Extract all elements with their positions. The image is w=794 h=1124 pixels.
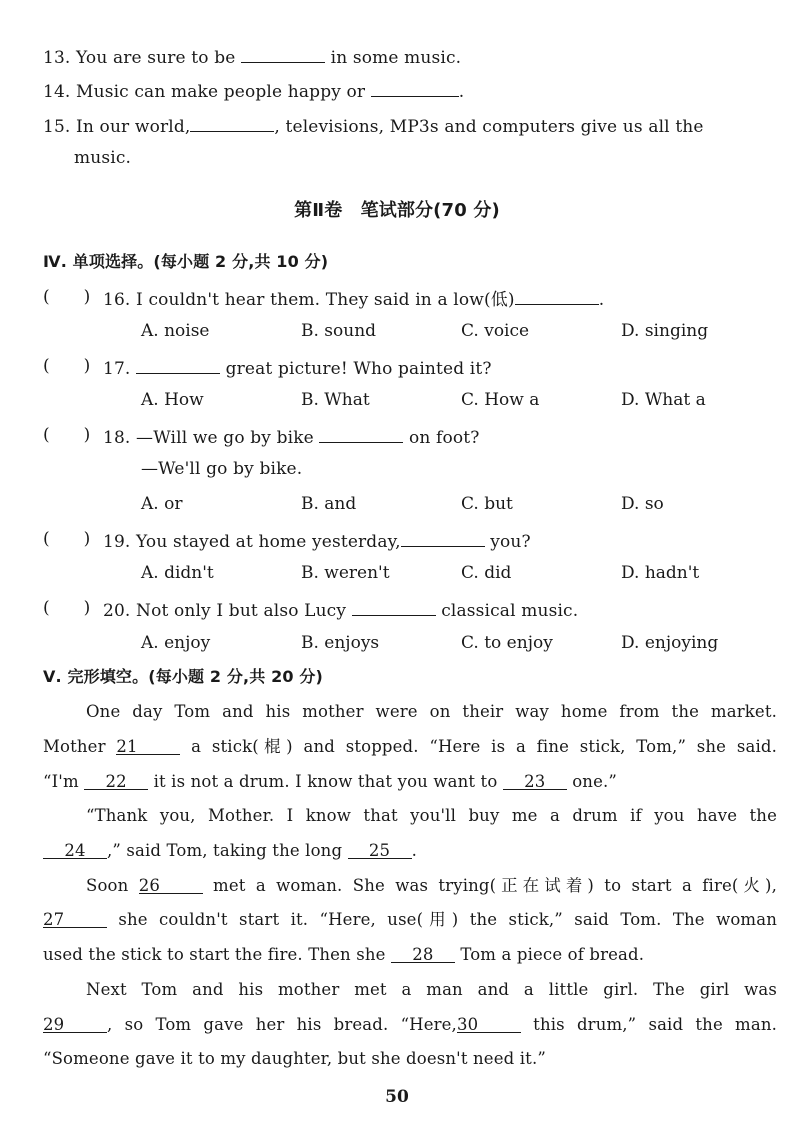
question-15: 15. In our world, , televisions, MP3s and computers give us all the <box>43 113 704 138</box>
cloze-blank-25[interactable]: 25 <box>348 840 412 859</box>
answer-paren[interactable]: ( ) <box>43 287 91 307</box>
question-17: 17. great picture! Who painted it? <box>103 355 492 380</box>
cloze-blank-30[interactable]: 30 <box>457 1014 521 1033</box>
answer-blank <box>319 424 403 443</box>
question-16: 16. I couldn't hear them. They said in a low(低) . <box>103 286 604 311</box>
part5-heading: Ⅴ. 完形填空。(每小题 2 分,共 20 分) <box>43 667 324 686</box>
option-a[interactable]: A. didn't <box>141 563 214 583</box>
option-b[interactable]: B. sound <box>301 321 377 341</box>
passage-line: 29 , so Tom gave her his bread. “Here,30 this drum,” said the man. <box>43 1015 778 1034</box>
passage-line: 27 she couldn't start it. “Here, use(用) the stick,” said Tom. The woman <box>43 910 777 929</box>
option-b[interactable]: B. weren't <box>301 563 390 583</box>
section-title: 第Ⅱ卷 笔试部分(70 分) <box>294 200 500 221</box>
cloze-blank-28[interactable]: 28 <box>391 944 455 963</box>
part4-heading: Ⅳ. 单项选择。(每小题 2 分,共 10 分) <box>43 252 329 271</box>
answer-paren[interactable]: ( ) <box>43 356 91 376</box>
cloze-blank-26[interactable]: 26 <box>139 875 203 894</box>
answer-blank[interactable] <box>371 78 459 97</box>
passage-line: 24 ,” said Tom, taking the long 25 . <box>43 840 417 862</box>
option-a[interactable]: A. enjoy <box>141 633 211 653</box>
option-a[interactable]: A. or <box>141 494 183 514</box>
question-14: 14. Music can make people happy or . <box>43 78 464 103</box>
cloze-blank-22[interactable]: 22 <box>84 771 148 790</box>
passage-line: One day Tom and his mother were on their way home from the market. <box>86 702 777 721</box>
option-d[interactable]: D. hadn't <box>621 563 700 583</box>
answer-blank[interactable] <box>241 44 325 63</box>
page-number: 50 <box>385 1087 409 1107</box>
option-b[interactable]: B. What <box>301 390 370 410</box>
question-18-reply: —We'll go by bike. <box>141 459 303 479</box>
cloze-blank-21[interactable]: 21 <box>116 736 180 755</box>
question-19: 19. You stayed at home yesterday, you? <box>103 528 531 553</box>
passage-line: “Thank you, Mother. I know that you'll buy me a drum if you have the <box>86 806 777 825</box>
option-a[interactable]: A. How <box>141 390 204 410</box>
passage-line: used the stick to start the fire. Then she 28 Tom a piece of bread. <box>43 945 645 964</box>
passage-line: “I'm 22 it is not a drum. I know that you want to 23 one.” <box>43 772 617 791</box>
answer-paren[interactable]: ( ) <box>43 598 91 618</box>
question-20: 20. Not only I but also Lucy classical music. <box>103 597 578 622</box>
option-a[interactable]: A. noise <box>141 321 210 341</box>
cloze-blank-29[interactable]: 29 <box>43 1014 107 1033</box>
passage-line: Soon 26 met a woman. She was trying(正在试着) to start a fire(火), <box>86 876 777 895</box>
option-c[interactable]: C. to enjoy <box>461 633 553 653</box>
question-18: 18. —Will we go by bike on foot? <box>103 424 480 449</box>
passage-line: Mother 21 a stick(棍) and stopped. “Here is a fine stick, Tom,” she said. <box>43 737 777 756</box>
option-c[interactable]: C. How a <box>461 390 540 410</box>
option-d[interactable]: D. singing <box>621 321 709 341</box>
option-c[interactable]: C. but <box>461 494 513 514</box>
cloze-blank-23[interactable]: 23 <box>503 771 567 790</box>
answer-blank[interactable] <box>190 113 274 132</box>
option-c[interactable]: C. did <box>461 563 512 583</box>
question-13: 13. You are sure to be in some music. <box>43 44 461 69</box>
answer-blank <box>136 355 220 374</box>
option-d[interactable]: D. so <box>621 494 664 514</box>
cloze-blank-24[interactable]: 24 <box>43 840 107 859</box>
option-d[interactable]: D. enjoying <box>621 633 719 653</box>
option-c[interactable]: C. voice <box>461 321 530 341</box>
answer-blank <box>352 597 436 616</box>
answer-paren[interactable]: ( ) <box>43 425 91 445</box>
answer-paren[interactable]: ( ) <box>43 529 91 549</box>
option-b[interactable]: B. enjoys <box>301 633 380 653</box>
answer-blank <box>401 528 485 547</box>
option-b[interactable]: B. and <box>301 494 357 514</box>
cloze-blank-27[interactable]: 27 <box>43 909 107 928</box>
passage-line: Next Tom and his mother met a man and a little girl. The girl was <box>86 980 777 999</box>
question-15-continued: music. <box>74 148 132 168</box>
passage-line: “Someone gave it to my daughter, but she doesn't need it.” <box>43 1049 546 1068</box>
answer-blank <box>515 286 599 305</box>
option-d[interactable]: D. What a <box>621 390 706 410</box>
